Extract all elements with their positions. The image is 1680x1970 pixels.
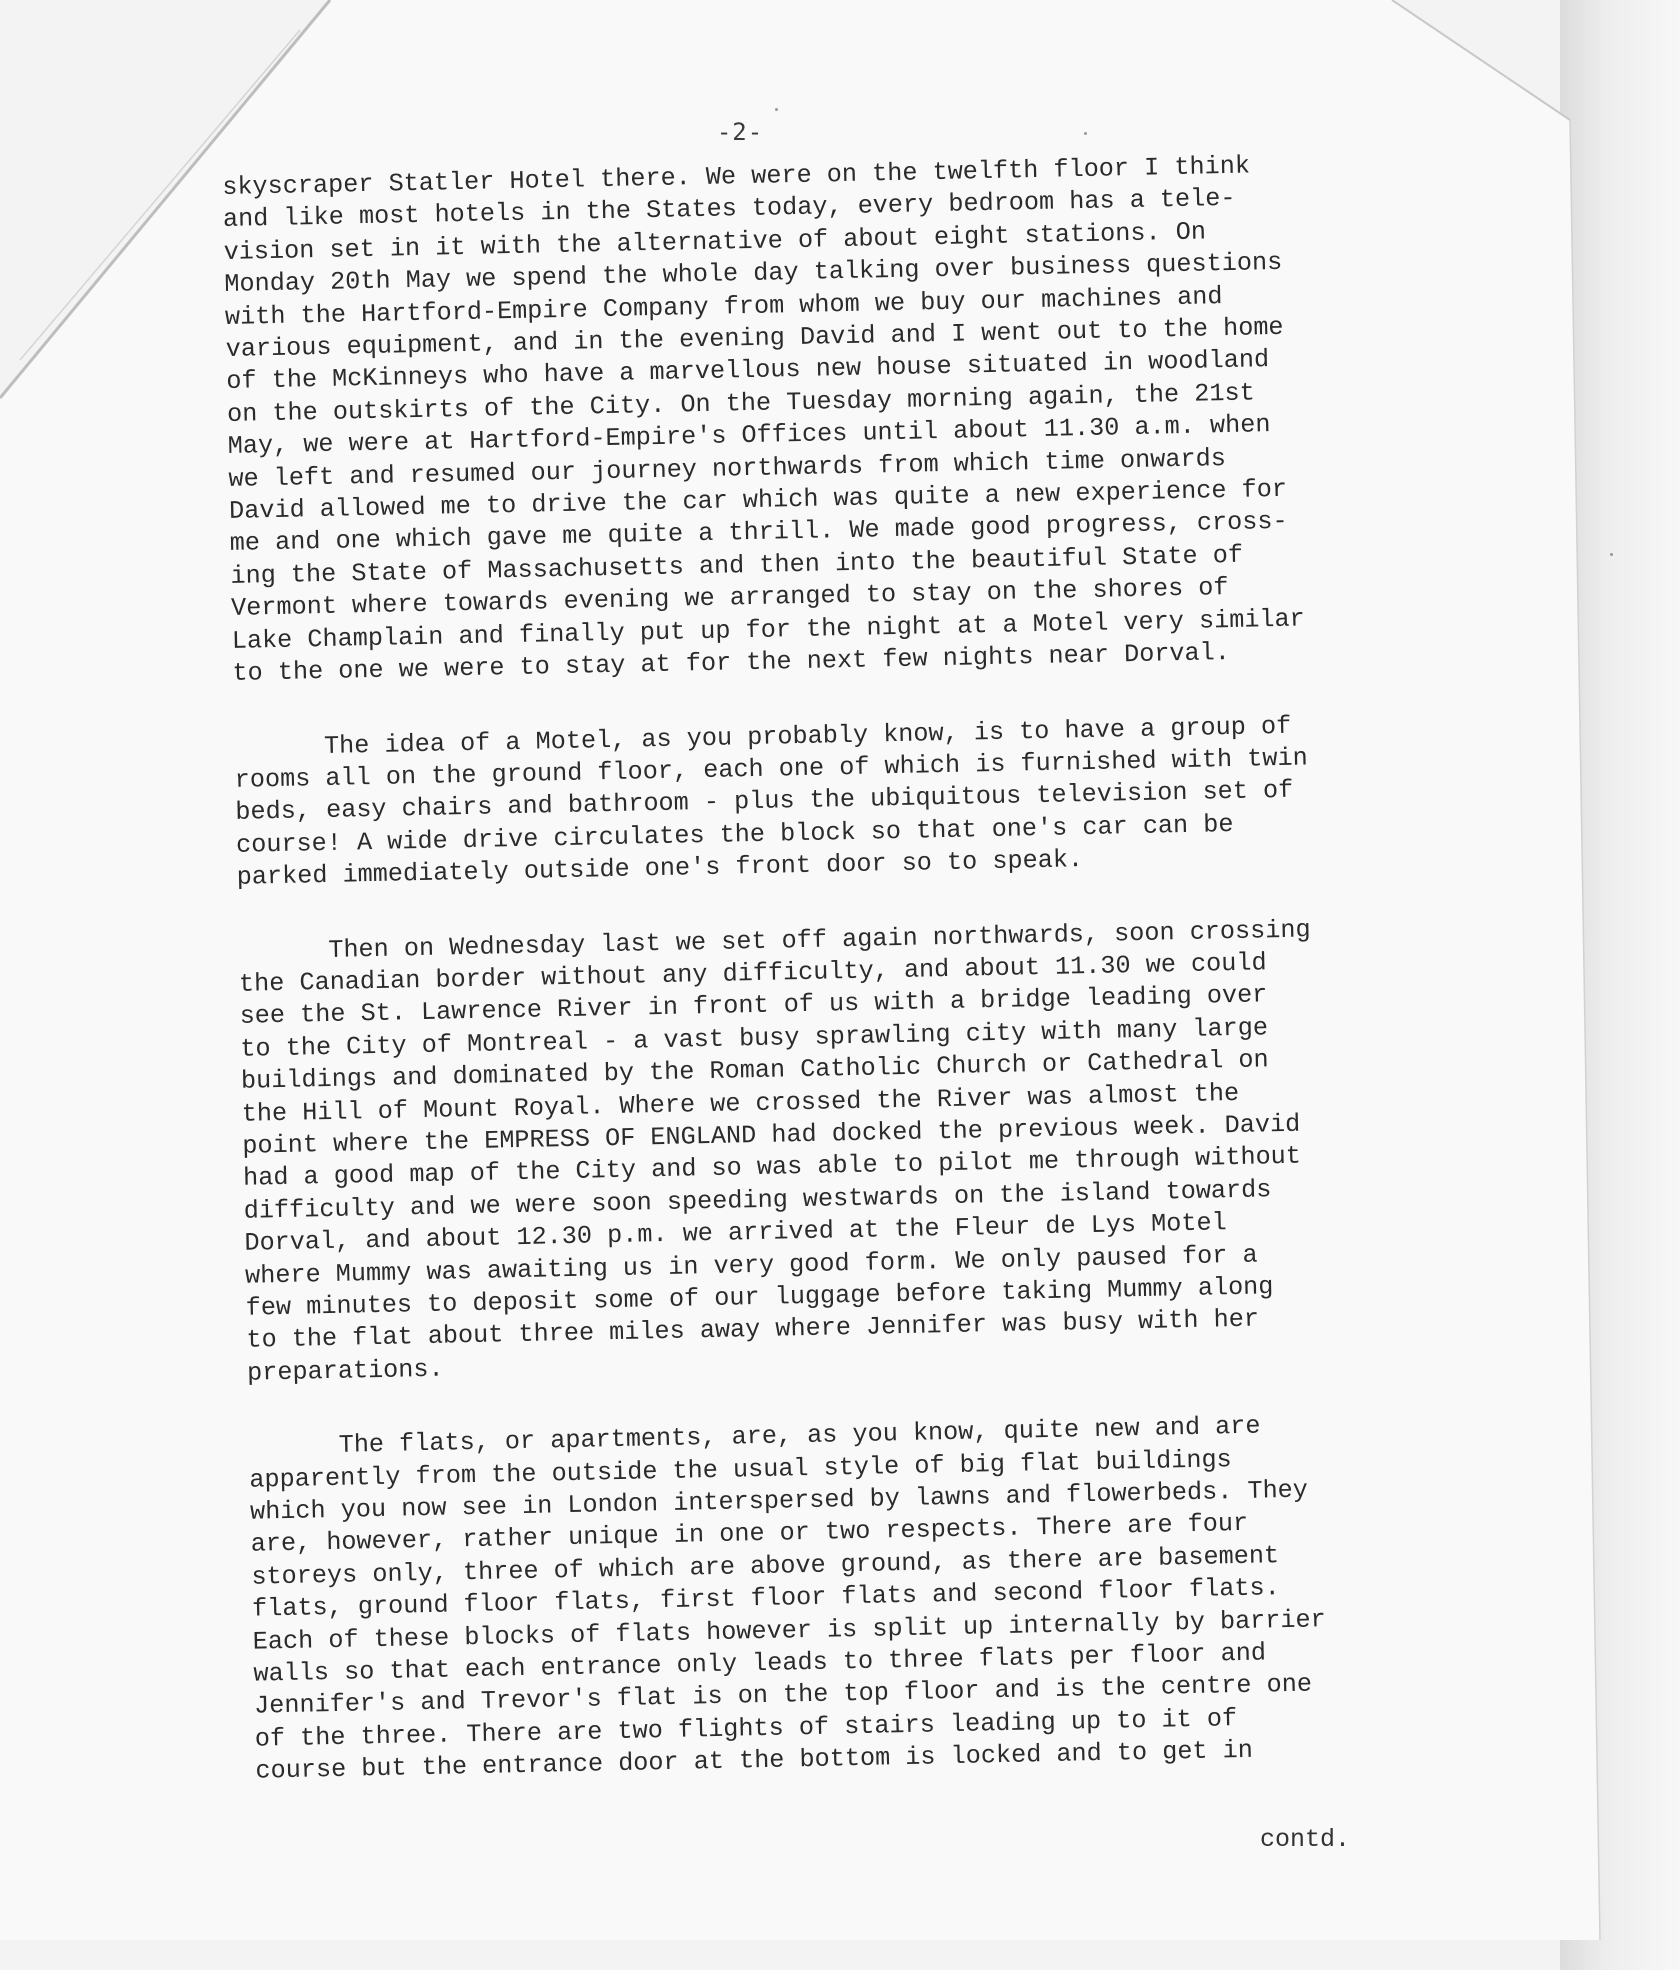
paragraph-1: skyscraper Statler Hotel there. We were on the twelfth floor I think and like most hotels in the States today, every bedroom has a tele- vision set in it with the alternative of about eight stations. On Monday 20th May we spend the whole day talking over business questions with the Hartford-Empire Company from whom we buy our machines and various equipment, and in the evening David and I went out to the home of the McKinneys who have a marvellous new house situated in woodland on the outskirts of the City. On the Tuesday morning again, the 21st May, we were at Hartford-Empire's Offices until about 11.30 a.m. when we left and resumed our journey northwards from which time onwards David allowed me to drive the car which was quite a new experience for me and one which gave me quite a thrill. We made good progress, cross- ing the State of Massachusetts and then into the beautiful State of Vermont where towards evening we arranged to stay on the shores of Lake Champlain and finally put up for the night at a Motel very similar to the one we were to stay at for the next few nights near Dorval. xyxy=(222,151,1306,688)
paragraph-2: The idea of a Motel, as you probably know, is to have a group of rooms all on the ground floor, each one of which is furnished with twin beds, easy chairs and bathroom - plus the ubiquitous television set of course! A wide drive circulates the block so that one's car can be parked immediately outside one's front door so to speak. xyxy=(234,711,1308,892)
letter-body xyxy=(222,146,1496,1830)
paragraph-4: The flats, or apartments, are, as you know, quite new and are apparently from the outside the usual style of big flat buildings which you now see in London interspersed by lawns and flowerbeds. They are, however, rather unique in one or two respects. There are four storeys only, three of which are above ground, as there are basement flats, ground floor flats, first floor flats and second floor flats. Each of these blocks of flats however is split up internally by barrier walls so that each entrance only leads to three flats per floor and Jennifer's and Trevor's flat is on the top floor and is the centre one of the three. There are two flights of stairs leading up to it of course but the entrance door at the bottom is locked and to get in xyxy=(249,1411,1327,1786)
paper-speck xyxy=(1610,553,1613,556)
paper-speck xyxy=(1084,132,1087,135)
paragraph-3: Then on Wednesday last we set off again northwards, soon crossing the Canadian border without any difficulty, and about 11.30 we could see the St. Lawrence River in front of us with a bridge leading over to the City of Montreal - a vast busy sprawling city with many large buildings and dominated by the Roman Catholic Church or Cathedral on the Hill of Mount Royal. Where we crossed the River was almost the point where the EMPRESS OF ENGLAND had docked the previous week. David had a good map of the City and so was able to pilot me through without difficulty and we were soon speeding westwards on the island towards Dorval, and about 12.30 p.m. we arrived at the Fleur de Lys Motel where Mummy was awaiting us in very good form. We only paused for a few minutes to deposit some of our luggage before taking Mummy along to the flat about three miles away where Jennifer was busy with her preparations. xyxy=(238,914,1311,1388)
paper-speck xyxy=(775,108,778,111)
continuation-marker: contd. xyxy=(1260,1825,1351,1854)
page-number: -2- xyxy=(716,118,764,146)
